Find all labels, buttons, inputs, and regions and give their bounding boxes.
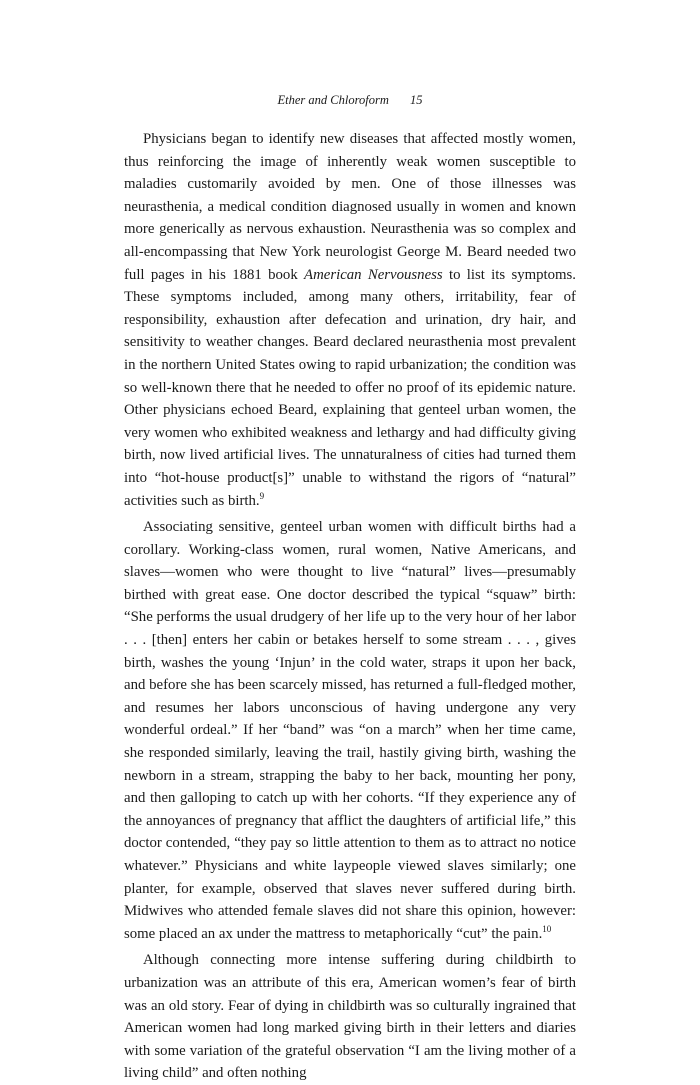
text-segment: Associating sensitive, genteel urban women with difficult births had a corollary. Working-class women, rural women, Native Americans, and slaves—women who were thought to live “natural” lives—presumably birthed with great ease. One doctor described the typical “squaw” birth: “She performs the usual drudgery of her life up to the very hour of her labor . . . [then] enters her cabin or betakes herself to some stream . . . , gives birth, washes the young ‘Injun’ in the cold water, straps it upon her back, and before she has been scarcely missed, has returned a full-fledged mother, and resumes her labors unconscious of having undergone any very wonderful ordeal.” If her “band” was “on a march” when her time came, she responded similarly, leaving the trail, hastily giving birth, washing the newborn in a stream, strapping the baby to her back, mounting her pony, and then galloping to catch up with her cohorts. “If they experience any of the annoyances of pregnancy that afflict the daughters of artificial life,” this doctor contended, “they pay so little attention to them as to attract no notice whatever.” Physicians and white laypeople viewed slaves similarly; one planter, for example, observed that slaves never suffered during birth. Midwives who attended female slaves did not share this opinion, however: some placed an ax under the mattress to metaphorically “cut” the pain. — [124, 519, 576, 942]
running-head-title: Ether and Chloroform — [277, 93, 389, 107]
text-segment: to list its symptoms. These symptoms included, among many others, irritability, fear of responsibility, exhaustion after defecation and urination, dry hair, and sensitivity to weather changes. Beard declared neurasthenia most prevalent in the northern United States owing to rapid urbanization; the condition was so well-known there that he needed to offer no proof of its epidemic nature. Other physicians echoed Beard, explaining that genteel urban women, the very women who exhibited weakness and lethargy and had difficulty giving birth, now lived artificial lives. The unnaturalness of cities had turned them into “hot-house product[s]” unable to withstand the rigors of “natural” activities such as birth. — [124, 266, 577, 509]
text-segment: Physicians began to identify new diseases that affected mostly women, thus reinforcing the image of inherently weak women susceptible to maladies customarily avoided by men. One of those illnesses was neurasthenia, a medical condition diagnosed usually in women and known more generically as nervous exhaustion. Neurasthenia was so complex and all-encompassing that New York neurologist George M. Beard needed two full pages in his 1881 book — [124, 131, 576, 283]
paragraph-3 — [124, 949, 576, 1085]
paragraph-2 — [124, 516, 576, 945]
body-text — [124, 128, 576, 1085]
text-segment: Although connecting more intense suffering during childbirth to urbanization was an attribute of this era, American women’s fear of birth was an old story. Fear of dying in childbirth was so culturally ingrained that American women had long marked giving birth in their letters and diaries with some variation of the grateful observation “I am the living mother of a living child” and often nothing — [124, 952, 576, 1082]
running-head — [0, 93, 700, 108]
footnote-marker: 9 — [259, 490, 265, 501]
footnote-marker: 10 — [542, 923, 552, 934]
book-title-italic: American Nervousness — [304, 266, 443, 283]
page-number: 15 — [409, 93, 423, 107]
paragraph-1 — [124, 128, 576, 512]
